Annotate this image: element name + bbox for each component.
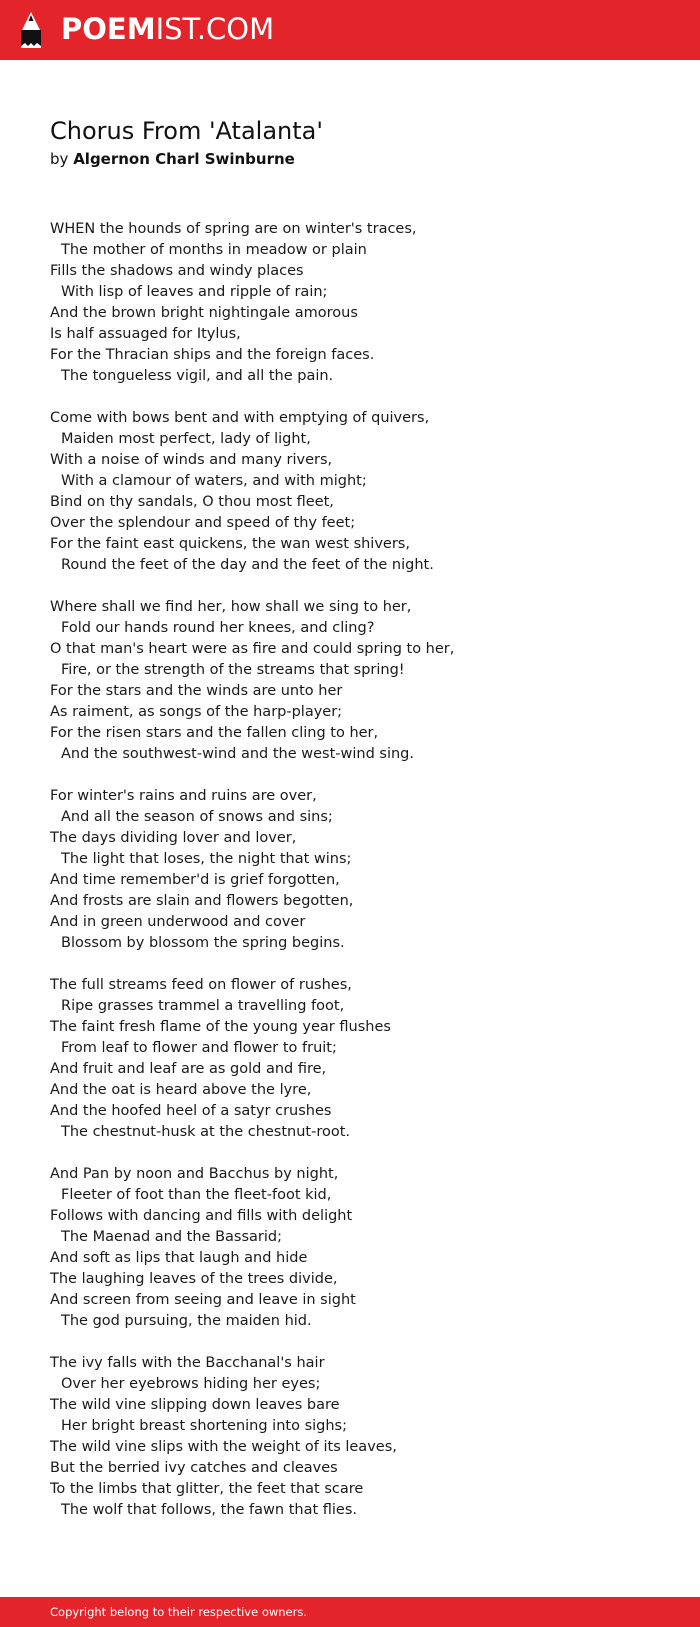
poem-line: Come with bows bent and with emptying of quivers, (50, 410, 430, 426)
poem-byline (50, 148, 295, 170)
site-footer (0, 1597, 700, 1627)
poem-line: Fold our hands round her knees, and cling? (61, 620, 375, 636)
poem-line: Over the splendour and speed of thy feet; (50, 515, 356, 531)
poem-line: Fills the shadows and windy places (50, 263, 304, 279)
poem-line: And the brown bright nightingale amorous (50, 305, 358, 321)
poem-stanza (50, 786, 670, 954)
poem-line: O that man's heart were as fire and could spring to her, (50, 641, 455, 657)
poem-line: And the hoofed heel of a satyr crushes (50, 1103, 332, 1119)
poem-line: The wild vine slipping down leaves bare (50, 1397, 340, 1413)
poem-line: Fleeter of foot than the fleet-foot kid, (61, 1187, 332, 1203)
poem-line: The tongueless vigil, and all the pain. (61, 368, 334, 384)
logo-light-text: IST.COM (155, 12, 275, 46)
poem-line: The wolf that follows, the fawn that flies. (61, 1502, 357, 1518)
poem-line: Maiden most perfect, lady of light, (61, 431, 311, 447)
poem-line: And the oat is heard above the lyre, (50, 1082, 312, 1098)
pencil-icon[interactable] (18, 10, 44, 50)
poem-line: Round the feet of the day and the feet of the night. (61, 557, 434, 573)
poem-stanza (50, 1164, 670, 1332)
poem-line: For the Thracian ships and the foreign faces. (50, 347, 375, 363)
poem-line: For the faint east quickens, the wan west shivers, (50, 536, 410, 552)
poem-line: Bind on thy sandals, O thou most fleet, (50, 494, 334, 510)
poem-line: For the risen stars and the fallen cling to her, (50, 725, 379, 741)
poem-line: The wild vine slips with the weight of its leaves, (50, 1439, 397, 1455)
poem-line: For the stars and the winds are unto her (50, 683, 343, 699)
poem-line: But the berried ivy catches and cleaves (50, 1460, 338, 1476)
poem-line: The god pursuing, the maiden hid. (61, 1313, 312, 1329)
poem-line: And in green underwood and cover (50, 914, 306, 930)
poem-stanza (50, 975, 670, 1143)
poem-line: And soft as lips that laugh and hide (50, 1250, 308, 1266)
poem-stanza (50, 1353, 670, 1521)
poem-line: To the limbs that glitter, the feet that scare (50, 1481, 364, 1497)
poem-line: Fire, or the strength of the streams that spring! (61, 662, 405, 678)
poem-line: And Pan by noon and Bacchus by night, (50, 1166, 339, 1182)
site-header (0, 0, 700, 60)
poem-line: With a noise of winds and many rivers, (50, 452, 333, 468)
poem-line: As raiment, as songs of the harp-player; (50, 704, 343, 720)
poem-line: And screen from seeing and leave in sight (50, 1292, 356, 1308)
logo-bold-text: POEM (61, 12, 156, 46)
by-label: by (50, 150, 69, 168)
poem-author: Algernon Charl Swinburne (73, 150, 295, 168)
poem-stanza (50, 597, 670, 765)
poem-stanza (50, 408, 670, 576)
poem-line: With lisp of leaves and ripple of rain; (61, 284, 328, 300)
poem-line: And time remember'd is grief forgotten, (50, 872, 340, 888)
poem-line: Over her eyebrows hiding her eyes; (61, 1376, 321, 1392)
poem-line: With a clamour of waters, and with might; (61, 473, 367, 489)
poem-stanza (50, 219, 670, 387)
poem-line: For winter's rains and ruins are over, (50, 788, 317, 804)
poem-line: The Maenad and the Bassarid; (61, 1229, 282, 1245)
poem-line: Where shall we find her, how shall we sing to her, (50, 599, 412, 615)
poem-line: The chestnut-husk at the chestnut-root. (61, 1124, 351, 1140)
poem-line: Blossom by blossom the spring begins. (61, 935, 345, 951)
poem-line: The days dividing lover and lover, (50, 830, 297, 846)
poem-line: Follows with dancing and fills with delight (50, 1208, 353, 1224)
poem-line: Ripe grasses trammel a travelling foot, (61, 998, 345, 1014)
site-logo[interactable] (61, 11, 274, 47)
poem-line: The mother of months in meadow or plain (61, 242, 367, 258)
poem-line: And frosts are slain and flowers begotten, (50, 893, 354, 909)
poem-line: And all the season of snows and sins; (61, 809, 333, 825)
poem-line: And the southwest-wind and the west-wind sing. (61, 746, 414, 762)
poem-line: And fruit and leaf are as gold and fire, (50, 1061, 327, 1077)
poem-line: The light that loses, the night that wins; (61, 851, 352, 867)
poem-line: From leaf to flower and flower to fruit; (61, 1040, 337, 1056)
poem-line: The faint fresh flame of the young year flushes (50, 1019, 391, 1035)
poem-line: Is half assuaged for Itylus, (50, 326, 241, 342)
poem-body (50, 219, 670, 1542)
poem-line: The ivy falls with the Bacchanal's hair (50, 1355, 325, 1371)
poem-line: The full streams feed on flower of rushes, (50, 977, 352, 993)
poem-line: Her bright breast shortening into sighs; (61, 1418, 347, 1434)
copyright-text: Copyright belong to their respective owners. (50, 1605, 308, 1619)
poem-line: WHEN the hounds of spring are on winter's traces, (50, 221, 417, 237)
poem-title: Chorus From 'Atalanta' (50, 117, 323, 145)
poem-line: The laughing leaves of the trees divide, (50, 1271, 338, 1287)
